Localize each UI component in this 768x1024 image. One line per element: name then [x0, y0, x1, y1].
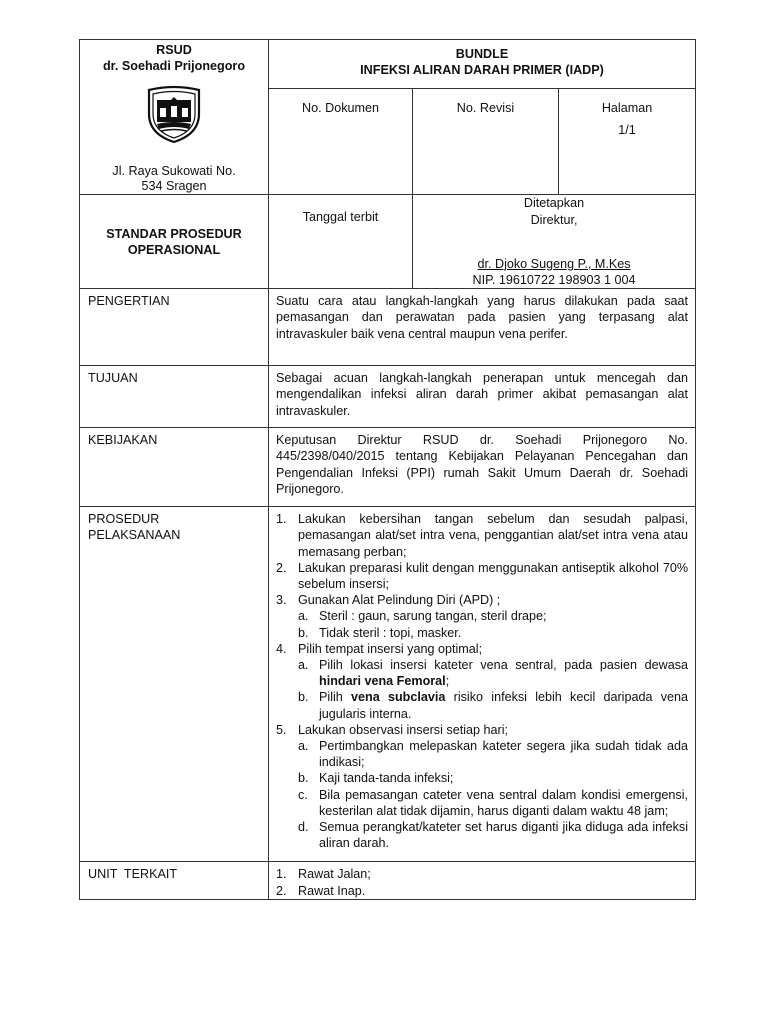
hospital-header-cell [80, 40, 269, 195]
related-unit-item: 2. Rawat Inap. [276, 883, 366, 898]
related-units [269, 862, 696, 899]
procedure-step: 1. Lakukan kebersihan tangan sebelum dan sesudah palpasi, pemasangan alat/set intra vena, penggantian alat/set intra vena atau memasang perban; [276, 512, 689, 559]
procedure-substep: b. Tidak steril : topi, masker. [298, 625, 462, 640]
director-nip: NIP. 19610722 198903 1 004 [472, 273, 636, 288]
section-label-pengertian: PENGERTIAN [80, 289, 269, 366]
procedure-substep-list [298, 738, 688, 851]
hospital-name: RSUD dr. Soehadi Prijonegoro [102, 43, 246, 74]
procedure-substep: a. Pertimbangkan melepaskan kateter segera jika sudah tidak ada indikasi; [298, 739, 689, 770]
emphasis-text: vena subclavia [351, 690, 446, 705]
section-label-tujuan: TUJUAN [80, 366, 269, 428]
procedure-substep-list [298, 657, 688, 722]
section-text-kebijakan: Keputusan Direktur RSUD dr. Soehadi Prijonegoro No. 445/2398/040/2015 tentang Kebijakan Pelayanan Pencegahan dan Pengendalian Infeksi (PPI) rumah Sakit Umum Daerah dr. Soehadi Prijonegoro. [269, 428, 696, 507]
related-unit-list [276, 866, 688, 898]
procedure-substep: b. Kaji tanda-tanda infeksi; [298, 771, 454, 786]
sop-title: STANDAR PROSEDUR OPERASIONAL [80, 195, 269, 289]
revision-number-cell: No. Revisi [413, 89, 559, 195]
procedure-substep: c. Bila pemasangan cateter vena sentral dalam kondisi emergensi, kesterilan alat tidak dijamin, harus diganti dalam waktu 48 jam; [298, 787, 689, 818]
bundle-title: BUNDLE INFEKSI ALIRAN DARAH PRIMER (IADP) [269, 40, 696, 89]
procedure-substep: b. Pilih vena subclavia risiko infeksi lebih kecil daripada vena jugularis interna. [298, 690, 689, 721]
procedure-step-list [276, 511, 688, 851]
section-text-pengertian: Suatu cara atau langkah-langkah yang harus dilakukan pada saat pemasangan dan perawatan pada pasien yang terpasang alat intravaskuler baik vena central maupun vena perifer. [269, 289, 696, 366]
sop-document [79, 39, 695, 900]
approval-cell: Ditetapkan Direktur, dr. Djoko Sugeng P., M.Kes NIP. 19610722 198903 1 004 [413, 195, 696, 289]
procedure-substep: a. Steril : gaun, sarung tangan, steril drape; [298, 609, 547, 624]
sop-table [79, 39, 696, 900]
emphasis-text: hindari vena Femoral [319, 674, 446, 689]
section-label-prosedur: PROSEDUR PELAKSANAAN [80, 507, 269, 862]
procedure-substep: a. Pilih lokasi insersi kateter vena sentral, pada pasien dewasa hindari vena Femoral; [298, 658, 689, 689]
page-number-cell: Halaman 1/1 [559, 89, 696, 195]
issue-date-cell: Tanggal terbit [269, 195, 413, 289]
procedure-substep: d. Semua perangkat/kateter set harus diganti jika diduga ada infeksi aliran darah. [298, 820, 689, 851]
procedure-substep-list [298, 608, 688, 640]
director-name: dr. Djoko Sugeng P., M.Kes [477, 256, 631, 271]
procedure-step: 2. Lakukan preparasi kulit dengan menggunakan antiseptik alkohol 70% sebelum insersi; [276, 560, 689, 592]
procedure-step: 5. Lakukan observasi insersi setiap hari; a. Pertimbangkan melepaskan kateter segera jika sudah tidak ada indikasi; b. Kaji tanda-tanda infeksi; c. Bila pemasangan cateter vena sentral dalam kondisi emergensi, kesterilan alat tidak dijamin, harus diganti dalam waktu 48 jam; d. Semua perangkat/kateter set harus diganti jika diduga ada infeksi aliran darah. [276, 722, 689, 851]
hospital-address: Jl. Raya Sukowati No. 534 Sragen [112, 164, 236, 194]
related-unit-item: 1. Rawat Jalan; [276, 867, 371, 882]
document-number-cell: No. Dokumen [269, 89, 413, 195]
section-text-tujuan: Sebagai acuan langkah-langkah penerapan untuk mencegah dan mengendalikan infeksi aliran darah primer akibat pemasangan alat intravaskuler. [269, 366, 696, 428]
procedure-step: 3. Gunakan Alat Pelindung Diri (APD) ; a. Steril : gaun, sarung tangan, steril drape; b. Tidak steril : topi, masker. [276, 592, 688, 641]
regency-crest-icon [143, 84, 205, 146]
section-label-unit-terkait: UNIT TERKAIT [80, 862, 269, 899]
section-label-kebijakan: KEBIJAKAN [80, 428, 269, 507]
procedure-steps [269, 507, 696, 862]
procedure-step: 4. Pilih tempat insersi yang optimal; a. Pilih lokasi insersi kateter vena sentral, pada pasien dewasa hindari vena Femoral; b. Pilih vena subclavia risiko infeksi lebih kecil daripada vena jugularis interna. [276, 641, 689, 721]
signature-space [413, 228, 695, 256]
